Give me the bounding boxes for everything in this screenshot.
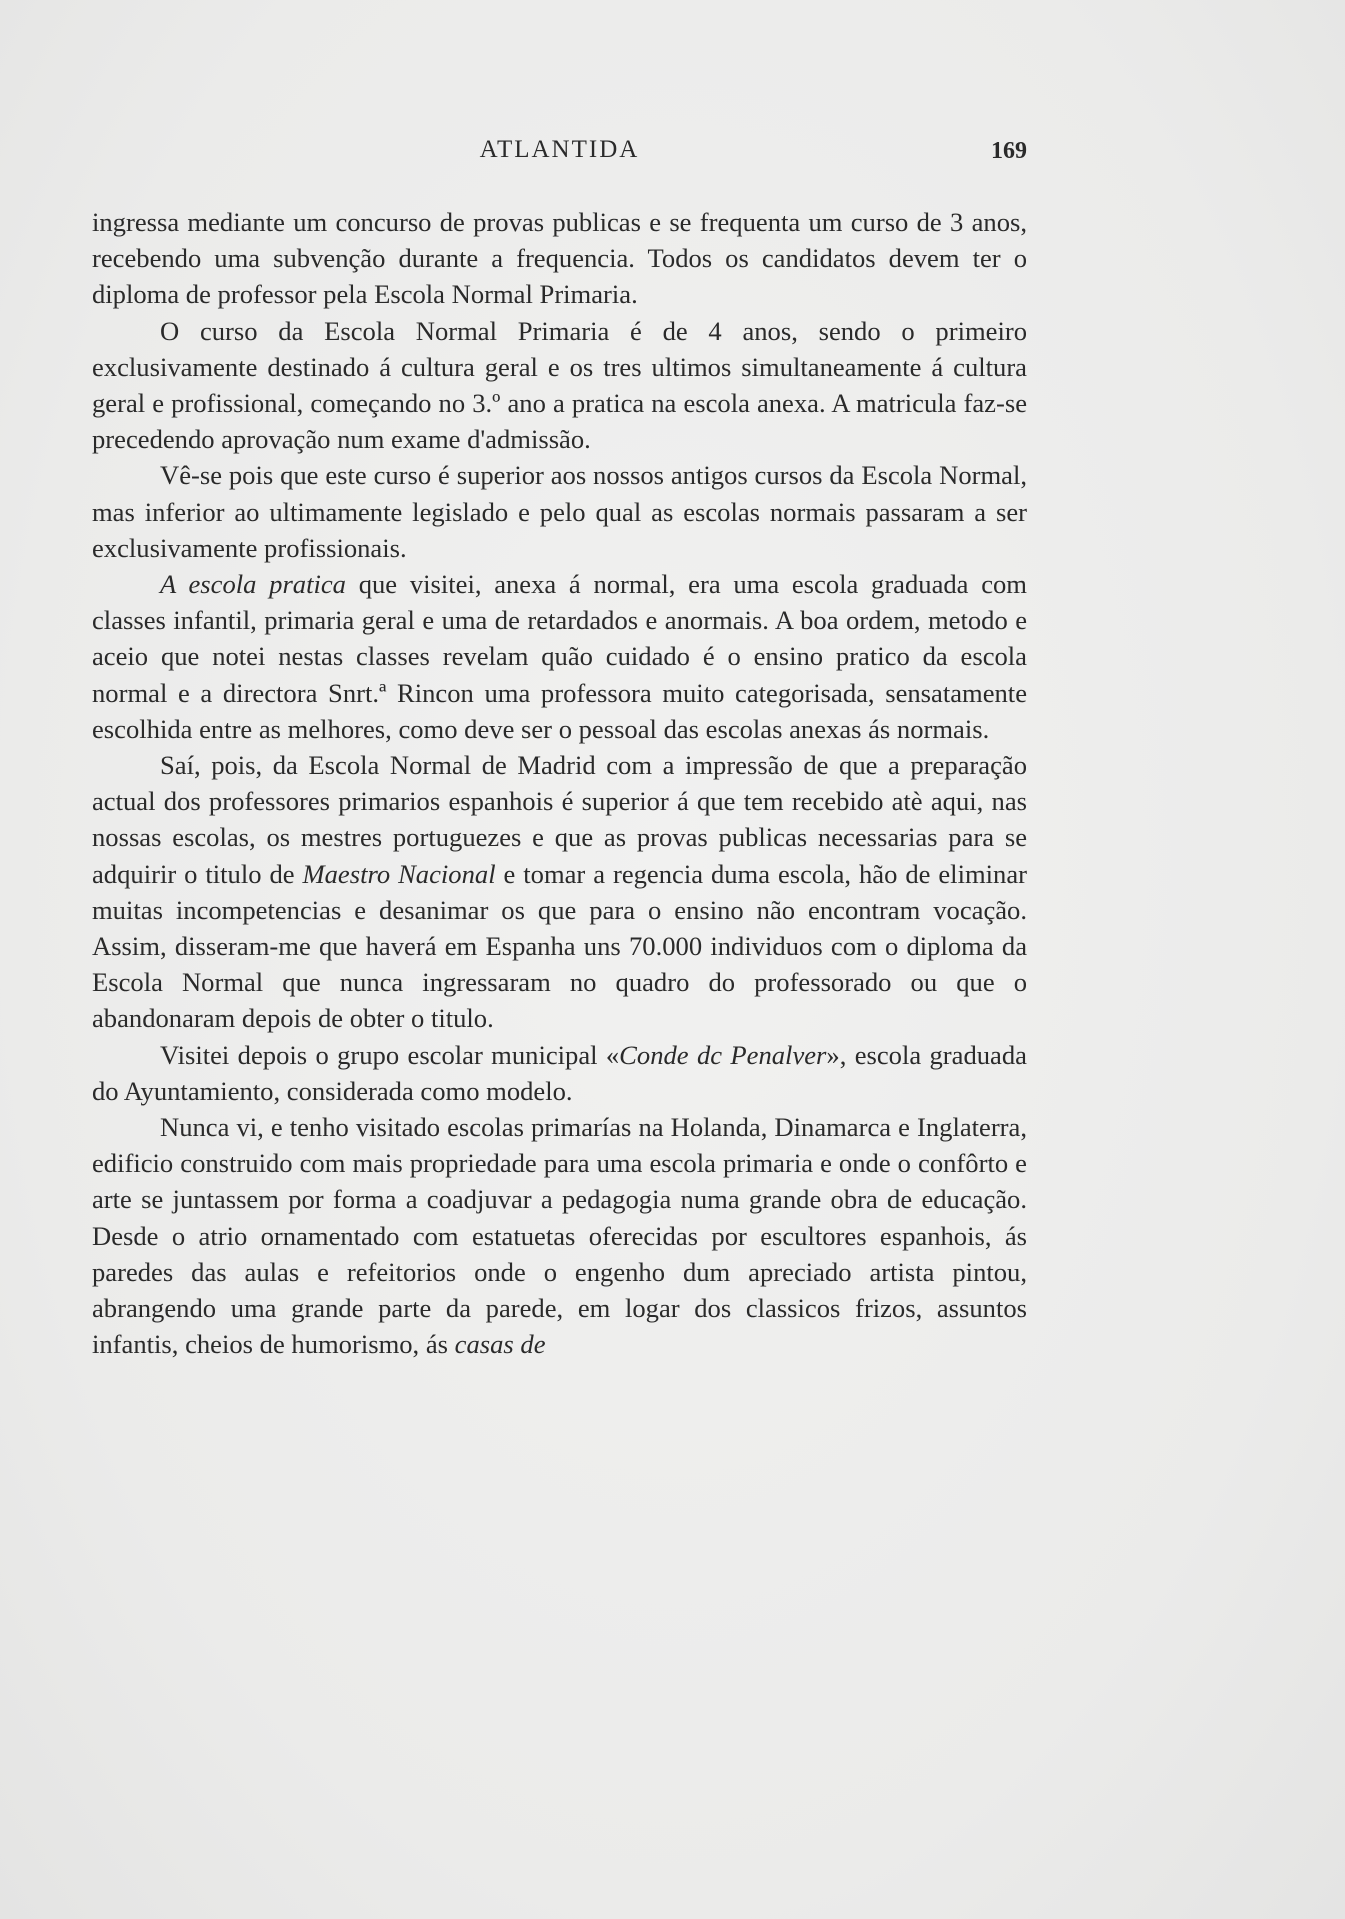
text-run: Vê-se pois que este curso é superior aos nossos antigos cursos da Escola Normal, mas inferior ao ultimamente legislado e pelo qual as escolas normais passaram a ser exclusivamente profissionais. bbox=[92, 460, 1027, 563]
text-run: », escola graduada do Ayuntamiento, considerada como modelo. bbox=[92, 1039, 1027, 1106]
paragraph bbox=[92, 1109, 1027, 1362]
italic-text-run: casas de bbox=[454, 1329, 546, 1360]
italic-text-run: Conde dc Penalver bbox=[619, 1039, 827, 1070]
text-run: O curso da Escola Normal Primaria é de 4 anos, sendo o primeiro exclusivamente destinado á cultura geral e os tres ultimos simultaneamente á cultura geral e profissional, começando no 3.º ano a pratica na escola anexa. A matricula faz-se precedendo aprovação num exame d'admissão. bbox=[92, 315, 1027, 455]
text-run: e tomar a regencia duma escola, hão de eliminar muitas incompetencias e desanimar os que para o ensino não encontram vocação. Assim, disseram-me que haverá em Espanha uns 70.000 individuos com o diploma da Escola Normal que nunca ingressaram no quadro do professorado ou que o abandonaram depois de obter o titulo. bbox=[92, 858, 1027, 1034]
text-run: que visitei, anexa á normal, era uma escola graduada com classes infantil, primaria geral e uma de retardados e anormais. A boa ordem, metodo e aceio que notei nestas classes revelam quão cuidado é o ensino pratico da escola normal e a directora Snrt.ª Rincon uma professora muito categorisada, sensatamente escolhida entre as melhores, como deve ser o pessoal das escolas anexas ás normais. bbox=[92, 569, 1027, 744]
text-run: Visitei depois o grupo escolar municipal « bbox=[160, 1039, 620, 1070]
italic-text-run: A escola pratica bbox=[160, 569, 346, 600]
page-header bbox=[92, 136, 1027, 172]
paragraph bbox=[92, 204, 1027, 313]
page-number: 169 bbox=[991, 138, 1027, 164]
running-title: ATLANTIDA bbox=[479, 136, 640, 163]
text-run: Nunca vi, e tenho visitado escolas primarías na Holanda, Dinamarca e Inglaterra, edificio construido com mais propriedade para uma escola primaria e onde o confôrto e arte se juntassem por forma a coadjuvar a pedagogia numa grande obra de educação. Desde o atrio ornamentado com estatuetas oferecidas por escultores espanhois, ás paredes das aulas e refeitorios onde o engenho dum apreciado artista pintou, abrangendo uma grande parte da parede, em logar dos classicos frizos, assuntos infantis, cheios de humorismo, ás bbox=[92, 1112, 1027, 1360]
paragraph bbox=[92, 313, 1027, 458]
body-text bbox=[92, 204, 1027, 1363]
paragraph bbox=[92, 566, 1027, 747]
text-run: ingressa mediante um concurso de provas publicas e se frequenta um curso de 3 anos, recebendo uma subvenção durante a frequencia. Todos os candidatos devem ter o diploma de professor pela Escola Normal Primaria. bbox=[92, 207, 1027, 310]
text-run: Saí, pois, da Escola Normal de Madrid com a impressão de que a preparação actual dos professores primarios espanhois é superior á que tem recebido atè aqui, nas nossas escolas, os mestres portuguezes e que as provas publicas necessarias para se adquirir o titulo de bbox=[92, 750, 1027, 889]
paragraph bbox=[92, 457, 1027, 566]
paragraph bbox=[92, 1037, 1027, 1109]
italic-text-run: Maestro Nacional bbox=[302, 858, 496, 889]
paragraph bbox=[92, 747, 1027, 1037]
